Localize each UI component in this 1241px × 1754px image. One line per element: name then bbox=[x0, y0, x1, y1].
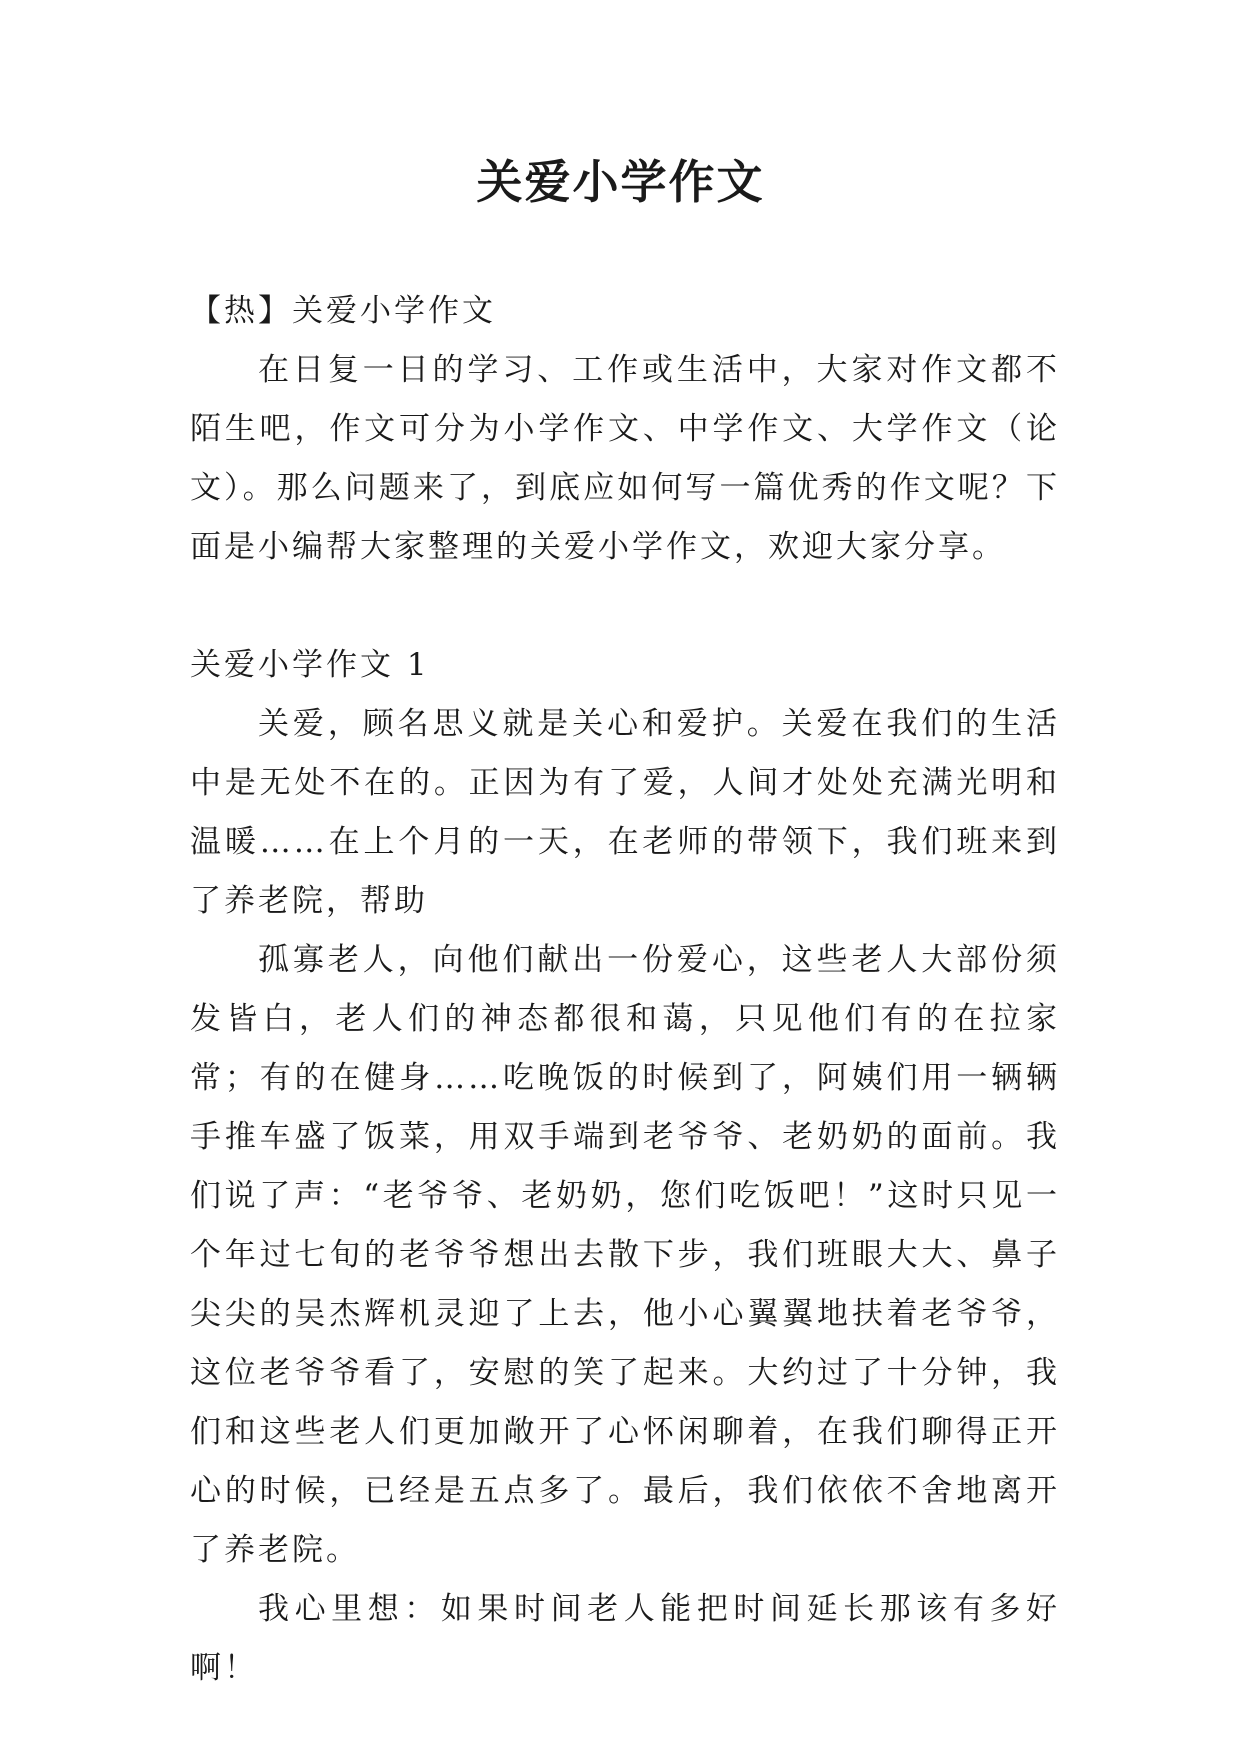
section-spacer bbox=[190, 577, 1060, 636]
document-title: 关爱小学作文 bbox=[476, 155, 765, 209]
section-heading: 关爱小学作文 1 bbox=[190, 647, 430, 683]
document-body bbox=[190, 282, 1060, 1698]
intro-heading: 【热】关爱小学作文 bbox=[190, 293, 496, 329]
intro-paragraph: 在日复一日的学习、工作或生活中，大家对作文都不陌生吧，作文可分为小学作文、中学作文、大学作文（论文）。那么问题来了，到底应如何写一篇优秀的作文呢？下面是小编帮大家整理的关爱小学作文，欢迎大家分享。 bbox=[190, 352, 1060, 565]
body-paragraph-1: 关爱，顾名思义就是关心和爱护。关爱在我们的生活中是无处不在的。正因为有了爱，人间才处处充满光明和温暖……在上个月的一天，在老师的带领下，我们班来到了养老院，帮助 bbox=[190, 706, 1060, 919]
body-paragraph-3: 我心里想：如果时间老人能把时间延长那该有多好啊！ bbox=[190, 1591, 1060, 1686]
body-paragraph-2: 孤寡老人，向他们献出一份爱心，这些老人大部份须发皆白，老人们的神态都很和蔼，只见他们有的在拉家常；有的在健身……吃晚饭的时候到了，阿姨们用一辆辆手推车盛了饭菜，用双手端到老爷爷、老奶奶的面前。我们说了声：“老爷爷、老奶奶，您们吃饭吧！”这时只见一个年过七旬的老爷爷想出去散下步，我们班眼大大、鼻子尖尖的吴杰辉机灵迎了上去，他小心翼翼地扶着老爷爷，这位老爷爷看了，安慰的笑了起来。大约过了十分钟，我们和这些老人们更加敞开了心怀闲聊着，在我们聊得正开心的时候，已经是五点多了。最后，我们依依不舍地离开了养老院。 bbox=[190, 942, 1060, 1568]
